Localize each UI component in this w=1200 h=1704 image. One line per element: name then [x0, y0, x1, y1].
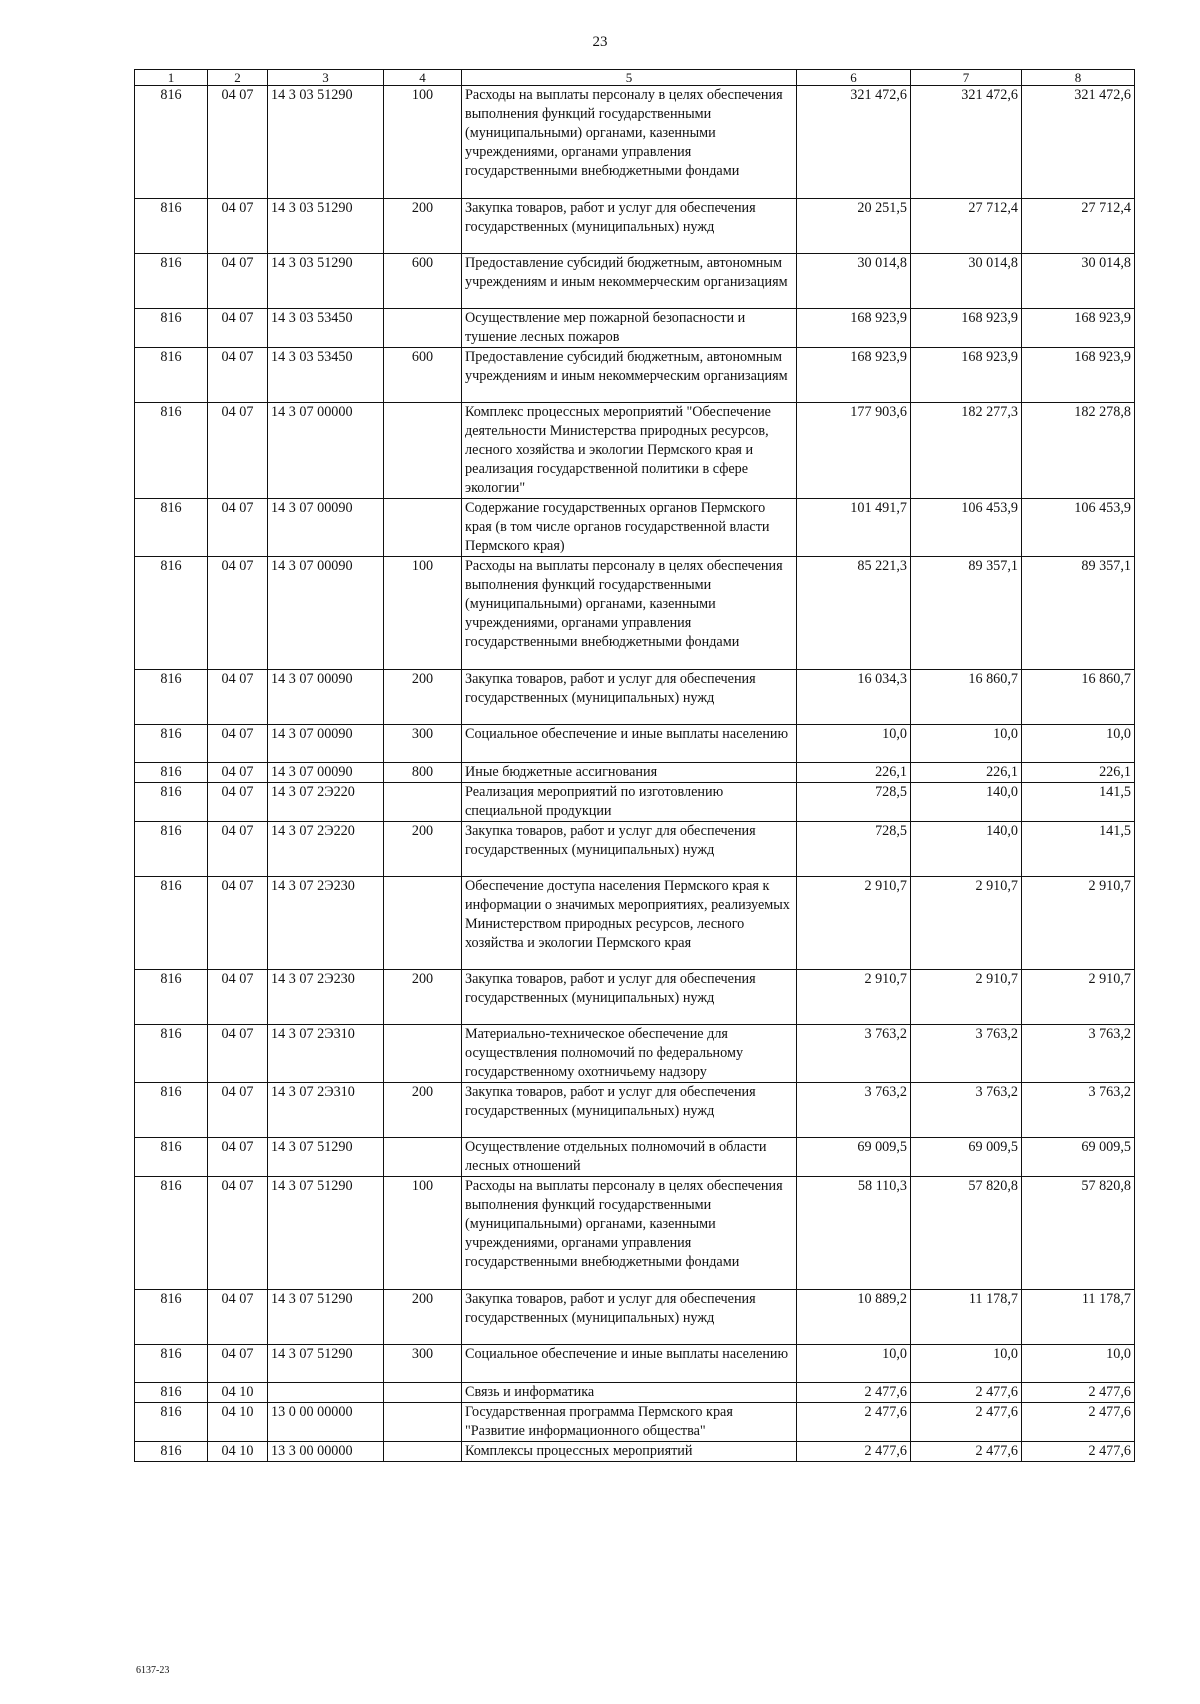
- table-body: [135, 86, 1135, 1462]
- cell-name: Закупка товаров, работ и услуг для обеспечения государственных (муниципальных) нужд: [462, 1290, 797, 1345]
- cell-target-article: 14 3 07 00090: [268, 763, 384, 783]
- cell-name: Осуществление отдельных полномочий в области лесных отношений: [462, 1138, 797, 1177]
- cell-amount-year1: 168 923,9: [797, 348, 911, 403]
- cell-expense-type: 100: [384, 557, 462, 670]
- cell-name: Связь и информатика: [462, 1383, 797, 1403]
- cell-code: 816: [135, 309, 208, 348]
- table-row: [135, 403, 1135, 499]
- cell-code: 816: [135, 1025, 208, 1083]
- table-row: [135, 763, 1135, 783]
- cell-amount-year3: 168 923,9: [1022, 309, 1135, 348]
- cell-code: 816: [135, 86, 208, 199]
- cell-target-article: 14 3 07 2Э230: [268, 877, 384, 970]
- cell-name: Расходы на выплаты персоналу в целях обеспечения выполнения функций государственными (муниципальными) органами, казенными учреждениями, органами управления государственными внебюджетными фондами: [462, 1177, 797, 1290]
- cell-target-article: 14 3 03 53450: [268, 309, 384, 348]
- cell-section: 04 07: [208, 557, 268, 670]
- cell-amount-year3: 2 910,7: [1022, 970, 1135, 1025]
- cell-section: 04 07: [208, 970, 268, 1025]
- cell-expense-type: 300: [384, 1345, 462, 1383]
- cell-code: 816: [135, 877, 208, 970]
- column-header: 1: [135, 70, 208, 86]
- cell-expense-type: [384, 1138, 462, 1177]
- cell-code: 816: [135, 254, 208, 309]
- table-row: [135, 1403, 1135, 1442]
- table-row: [135, 1290, 1135, 1345]
- cell-name: Реализация мероприятий по изготовлению специальной продукции: [462, 783, 797, 822]
- cell-expense-type: 200: [384, 670, 462, 725]
- cell-name: Расходы на выплаты персоналу в целях обеспечения выполнения функций государственными (муниципальными) органами, казенными учреждениями, органами управления государственными внебюджетными фондами: [462, 557, 797, 670]
- column-header: 4: [384, 70, 462, 86]
- table-row: [135, 557, 1135, 670]
- cell-name: Закупка товаров, работ и услуг для обеспечения государственных (муниципальных) нужд: [462, 670, 797, 725]
- header-row: [135, 70, 1135, 86]
- table-row: [135, 1083, 1135, 1138]
- table-row: [135, 348, 1135, 403]
- cell-amount-year1: 58 110,3: [797, 1177, 911, 1290]
- cell-target-article: 14 3 07 51290: [268, 1290, 384, 1345]
- table-row: [135, 1442, 1135, 1462]
- cell-section: 04 10: [208, 1442, 268, 1462]
- column-header: 5: [462, 70, 797, 86]
- cell-amount-year3: 89 357,1: [1022, 557, 1135, 670]
- cell-expense-type: 600: [384, 254, 462, 309]
- cell-section: 04 07: [208, 499, 268, 557]
- cell-name: Комплекс процессных мероприятий "Обеспечение деятельности Министерства природных ресурсов, лесного хозяйства и экологии Пермского края и реализация государственной политики в сфере экологии": [462, 403, 797, 499]
- cell-amount-year3: 2 477,6: [1022, 1442, 1135, 1462]
- table-row: [135, 970, 1135, 1025]
- cell-amount-year3: 106 453,9: [1022, 499, 1135, 557]
- cell-amount-year2: 226,1: [911, 763, 1022, 783]
- cell-amount-year3: 57 820,8: [1022, 1177, 1135, 1290]
- cell-amount-year1: 2 910,7: [797, 970, 911, 1025]
- cell-expense-type: 100: [384, 1177, 462, 1290]
- cell-amount-year2: 140,0: [911, 783, 1022, 822]
- table-row: [135, 254, 1135, 309]
- cell-expense-type: 200: [384, 1290, 462, 1345]
- cell-amount-year2: 30 014,8: [911, 254, 1022, 309]
- cell-section: 04 07: [208, 1345, 268, 1383]
- cell-code: 816: [135, 1138, 208, 1177]
- cell-expense-type: 600: [384, 348, 462, 403]
- cell-expense-type: 200: [384, 1083, 462, 1138]
- table-row: [135, 783, 1135, 822]
- cell-amount-year1: 20 251,5: [797, 199, 911, 254]
- cell-name: Социальное обеспечение и иные выплаты населению: [462, 725, 797, 763]
- cell-amount-year3: 321 472,6: [1022, 86, 1135, 199]
- cell-amount-year3: 3 763,2: [1022, 1083, 1135, 1138]
- cell-amount-year1: 30 014,8: [797, 254, 911, 309]
- cell-amount-year3: 16 860,7: [1022, 670, 1135, 725]
- footer-code: 6137-23: [136, 1665, 170, 1676]
- cell-expense-type: [384, 499, 462, 557]
- cell-code: 816: [135, 557, 208, 670]
- cell-amount-year1: 168 923,9: [797, 309, 911, 348]
- cell-amount-year3: 141,5: [1022, 783, 1135, 822]
- cell-code: 816: [135, 1083, 208, 1138]
- cell-amount-year3: 2 477,6: [1022, 1403, 1135, 1442]
- cell-code: 816: [135, 1290, 208, 1345]
- cell-section: 04 07: [208, 725, 268, 763]
- cell-amount-year1: 177 903,6: [797, 403, 911, 499]
- cell-target-article: 14 3 03 51290: [268, 199, 384, 254]
- cell-code: 816: [135, 763, 208, 783]
- cell-expense-type: 800: [384, 763, 462, 783]
- cell-amount-year3: 27 712,4: [1022, 199, 1135, 254]
- column-header: 2: [208, 70, 268, 86]
- cell-amount-year1: 321 472,6: [797, 86, 911, 199]
- cell-section: 04 07: [208, 86, 268, 199]
- column-header: 8: [1022, 70, 1135, 86]
- cell-target-article: 14 3 07 2Э230: [268, 970, 384, 1025]
- cell-name: Закупка товаров, работ и услуг для обеспечения государственных (муниципальных) нужд: [462, 199, 797, 254]
- cell-code: 816: [135, 1177, 208, 1290]
- cell-amount-year2: 2 910,7: [911, 877, 1022, 970]
- cell-target-article: 14 3 07 00090: [268, 557, 384, 670]
- cell-amount-year3: 2 910,7: [1022, 877, 1135, 970]
- cell-expense-type: [384, 783, 462, 822]
- cell-amount-year3: 10,0: [1022, 1345, 1135, 1383]
- cell-section: 04 10: [208, 1383, 268, 1403]
- cell-code: 816: [135, 783, 208, 822]
- cell-target-article: 13 0 00 00000: [268, 1403, 384, 1442]
- cell-code: 816: [135, 1442, 208, 1462]
- cell-target-article: 14 3 07 00090: [268, 670, 384, 725]
- cell-amount-year2: 69 009,5: [911, 1138, 1022, 1177]
- cell-amount-year2: 182 277,3: [911, 403, 1022, 499]
- cell-amount-year1: 2 910,7: [797, 877, 911, 970]
- cell-expense-type: [384, 403, 462, 499]
- cell-amount-year3: 141,5: [1022, 822, 1135, 877]
- cell-code: 816: [135, 348, 208, 403]
- cell-section: 04 07: [208, 1290, 268, 1345]
- table-row: [135, 1345, 1135, 1383]
- cell-name: Содержание государственных органов Пермского края (в том числе органов государственной власти Пермского края): [462, 499, 797, 557]
- cell-name: Закупка товаров, работ и услуг для обеспечения государственных (муниципальных) нужд: [462, 822, 797, 877]
- cell-code: 816: [135, 1345, 208, 1383]
- cell-amount-year2: 11 178,7: [911, 1290, 1022, 1345]
- cell-section: 04 07: [208, 1083, 268, 1138]
- cell-amount-year3: 11 178,7: [1022, 1290, 1135, 1345]
- cell-expense-type: 300: [384, 725, 462, 763]
- cell-amount-year2: 2 477,6: [911, 1442, 1022, 1462]
- cell-section: 04 10: [208, 1403, 268, 1442]
- cell-amount-year1: 10,0: [797, 725, 911, 763]
- cell-target-article: 14 3 07 00090: [268, 725, 384, 763]
- cell-amount-year1: 2 477,6: [797, 1403, 911, 1442]
- cell-expense-type: 200: [384, 970, 462, 1025]
- cell-target-article: 13 3 00 00000: [268, 1442, 384, 1462]
- table-row: [135, 670, 1135, 725]
- cell-amount-year1: 69 009,5: [797, 1138, 911, 1177]
- cell-name: Расходы на выплаты персоналу в целях обеспечения выполнения функций государственными (муниципальными) органами, казенными учреждениями, органами управления государственными внебюджетными фондами: [462, 86, 797, 199]
- cell-amount-year1: 3 763,2: [797, 1025, 911, 1083]
- column-header: 6: [797, 70, 911, 86]
- cell-section: 04 07: [208, 1177, 268, 1290]
- cell-expense-type: [384, 1442, 462, 1462]
- budget-table: [134, 69, 1135, 1462]
- cell-name: Комплексы процессных мероприятий: [462, 1442, 797, 1462]
- table-row: [135, 725, 1135, 763]
- cell-amount-year1: 3 763,2: [797, 1083, 911, 1138]
- cell-amount-year3: 2 477,6: [1022, 1383, 1135, 1403]
- cell-target-article: 14 3 07 51290: [268, 1138, 384, 1177]
- table-row: [135, 822, 1135, 877]
- cell-code: 816: [135, 670, 208, 725]
- cell-name: Осуществление мер пожарной безопасности и тушение лесных пожаров: [462, 309, 797, 348]
- cell-name: Предоставление субсидий бюджетным, автономным учреждениям и иным некоммерческим организациям: [462, 348, 797, 403]
- cell-target-article: 14 3 03 51290: [268, 86, 384, 199]
- cell-name: Предоставление субсидий бюджетным, автономным учреждениям и иным некоммерческим организациям: [462, 254, 797, 309]
- cell-amount-year3: 226,1: [1022, 763, 1135, 783]
- table-row: [135, 1138, 1135, 1177]
- cell-amount-year3: 3 763,2: [1022, 1025, 1135, 1083]
- cell-expense-type: 200: [384, 199, 462, 254]
- cell-code: 816: [135, 1383, 208, 1403]
- cell-name: Социальное обеспечение и иные выплаты населению: [462, 1345, 797, 1383]
- cell-target-article: 14 3 07 51290: [268, 1177, 384, 1290]
- cell-name: Материально-техническое обеспечение для осуществления полномочий по федеральному государственному охотничьему надзору: [462, 1025, 797, 1083]
- cell-section: 04 07: [208, 822, 268, 877]
- column-header: 3: [268, 70, 384, 86]
- cell-code: 816: [135, 1403, 208, 1442]
- cell-amount-year1: 85 221,3: [797, 557, 911, 670]
- cell-amount-year3: 69 009,5: [1022, 1138, 1135, 1177]
- cell-target-article: 14 3 07 2Э310: [268, 1083, 384, 1138]
- cell-section: 04 07: [208, 670, 268, 725]
- column-header: 7: [911, 70, 1022, 86]
- table-row: [135, 86, 1135, 199]
- cell-code: 816: [135, 403, 208, 499]
- cell-section: 04 07: [208, 1138, 268, 1177]
- cell-amount-year2: 2 477,6: [911, 1403, 1022, 1442]
- cell-expense-type: 200: [384, 822, 462, 877]
- cell-target-article: 14 3 07 51290: [268, 1345, 384, 1383]
- cell-amount-year1: 2 477,6: [797, 1442, 911, 1462]
- cell-amount-year2: 168 923,9: [911, 309, 1022, 348]
- cell-amount-year3: 168 923,9: [1022, 348, 1135, 403]
- table-row: [135, 1025, 1135, 1083]
- cell-code: 816: [135, 725, 208, 763]
- cell-amount-year2: 16 860,7: [911, 670, 1022, 725]
- cell-amount-year2: 140,0: [911, 822, 1022, 877]
- cell-section: 04 07: [208, 783, 268, 822]
- cell-section: 04 07: [208, 199, 268, 254]
- cell-amount-year2: 10,0: [911, 725, 1022, 763]
- cell-name: Обеспечение доступа населения Пермского края к информации о значимых мероприятиях, реализуемых Министерством природных ресурсов, лесного хозяйства и экологии Пермского края: [462, 877, 797, 970]
- cell-target-article: 14 3 07 2Э220: [268, 783, 384, 822]
- cell-expense-type: [384, 877, 462, 970]
- cell-amount-year2: 106 453,9: [911, 499, 1022, 557]
- page-number: 23: [592, 34, 608, 50]
- cell-name: Иные бюджетные ассигнования: [462, 763, 797, 783]
- cell-code: 816: [135, 822, 208, 877]
- cell-amount-year1: 728,5: [797, 822, 911, 877]
- cell-name: Государственная программа Пермского края "Развитие информационного общества": [462, 1403, 797, 1442]
- cell-amount-year1: 226,1: [797, 763, 911, 783]
- cell-amount-year2: 10,0: [911, 1345, 1022, 1383]
- cell-amount-year1: 10,0: [797, 1345, 911, 1383]
- cell-code: 816: [135, 970, 208, 1025]
- cell-section: 04 07: [208, 763, 268, 783]
- table-row: [135, 499, 1135, 557]
- cell-code: 816: [135, 199, 208, 254]
- cell-section: 04 07: [208, 309, 268, 348]
- cell-target-article: 14 3 07 00090: [268, 499, 384, 557]
- cell-code: 816: [135, 499, 208, 557]
- cell-amount-year2: 2 910,7: [911, 970, 1022, 1025]
- cell-expense-type: [384, 1025, 462, 1083]
- cell-amount-year2: 2 477,6: [911, 1383, 1022, 1403]
- cell-target-article: 14 3 03 53450: [268, 348, 384, 403]
- table-row: [135, 199, 1135, 254]
- cell-amount-year1: 16 034,3: [797, 670, 911, 725]
- cell-target-article: 14 3 07 2Э220: [268, 822, 384, 877]
- table-row: [135, 309, 1135, 348]
- table-row: [135, 1383, 1135, 1403]
- cell-section: 04 07: [208, 877, 268, 970]
- cell-amount-year1: 728,5: [797, 783, 911, 822]
- cell-section: 04 07: [208, 403, 268, 499]
- cell-amount-year2: 3 763,2: [911, 1083, 1022, 1138]
- cell-amount-year3: 182 278,8: [1022, 403, 1135, 499]
- cell-amount-year2: 168 923,9: [911, 348, 1022, 403]
- cell-amount-year2: 321 472,6: [911, 86, 1022, 199]
- cell-target-article: [268, 1383, 384, 1403]
- cell-amount-year2: 89 357,1: [911, 557, 1022, 670]
- cell-target-article: 14 3 03 51290: [268, 254, 384, 309]
- cell-amount-year3: 30 014,8: [1022, 254, 1135, 309]
- cell-name: Закупка товаров, работ и услуг для обеспечения государственных (муниципальных) нужд: [462, 1083, 797, 1138]
- cell-amount-year1: 101 491,7: [797, 499, 911, 557]
- table-row: [135, 1177, 1135, 1290]
- cell-amount-year2: 57 820,8: [911, 1177, 1022, 1290]
- cell-name: Закупка товаров, работ и услуг для обеспечения государственных (муниципальных) нужд: [462, 970, 797, 1025]
- cell-expense-type: [384, 1403, 462, 1442]
- cell-amount-year1: 10 889,2: [797, 1290, 911, 1345]
- table-row: [135, 877, 1135, 970]
- cell-amount-year2: 27 712,4: [911, 199, 1022, 254]
- cell-expense-type: [384, 1383, 462, 1403]
- cell-amount-year1: 2 477,6: [797, 1383, 911, 1403]
- cell-section: 04 07: [208, 1025, 268, 1083]
- cell-amount-year2: 3 763,2: [911, 1025, 1022, 1083]
- cell-amount-year3: 10,0: [1022, 725, 1135, 763]
- cell-target-article: 14 3 07 2Э310: [268, 1025, 384, 1083]
- cell-target-article: 14 3 07 00000: [268, 403, 384, 499]
- cell-expense-type: [384, 309, 462, 348]
- cell-expense-type: 100: [384, 86, 462, 199]
- cell-section: 04 07: [208, 254, 268, 309]
- cell-section: 04 07: [208, 348, 268, 403]
